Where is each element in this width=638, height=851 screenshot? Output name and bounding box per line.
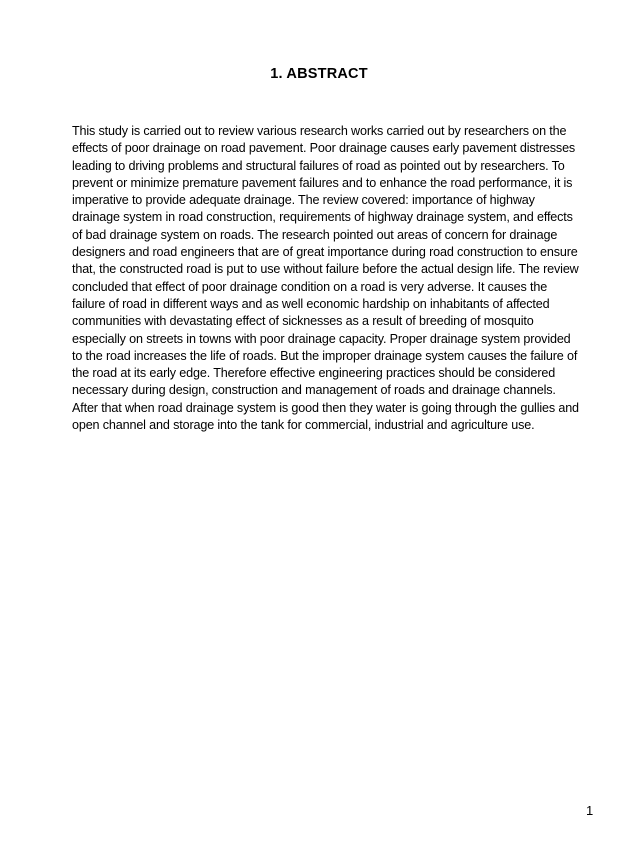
abstract-paragraph: This study is carried out to review various research works carried out by researchers on the effects of poor drainage on road pavement. Poor drainage causes early pavement distresses leading to driving problems and structural failures of road as pointed out by researchers. To prevent or minimize premature pavement failures and to enhance the road performance, it is imperative to provide adequate drainage. The review covered: importance of highway drainage system in road construction, requirements of highway drainage system, and effects of bad drainage system on roads. The research pointed out areas of concern for drainage designers and road engineers that are of great importance during road construction to ensure that, the constructed road is put to use without failure before the actual design life. The review concluded that effect of poor drainage condition on a road is very adverse. It causes the failure of road in different ways and as well economic hardship on inhabitants of affected communities with devastating effect of sicknesses as a result of breeding of mosquito especially on streets in towns with poor drainage capacity. Proper drainage system provided to the road increases the life of roads. But the improper drainage system causes the failure of the road at its early edge. Therefore effective engineering practices should be considered necessary during design, construction and management of roads and drainage channels. After that when road drainage system is good then they water is going through the gullies and open channel and storage into the tank for commercial, industrial and agriculture use. (72, 124, 579, 433)
section-title: 1. ABSTRACT (270, 66, 368, 82)
page-number: 1 (586, 803, 594, 818)
